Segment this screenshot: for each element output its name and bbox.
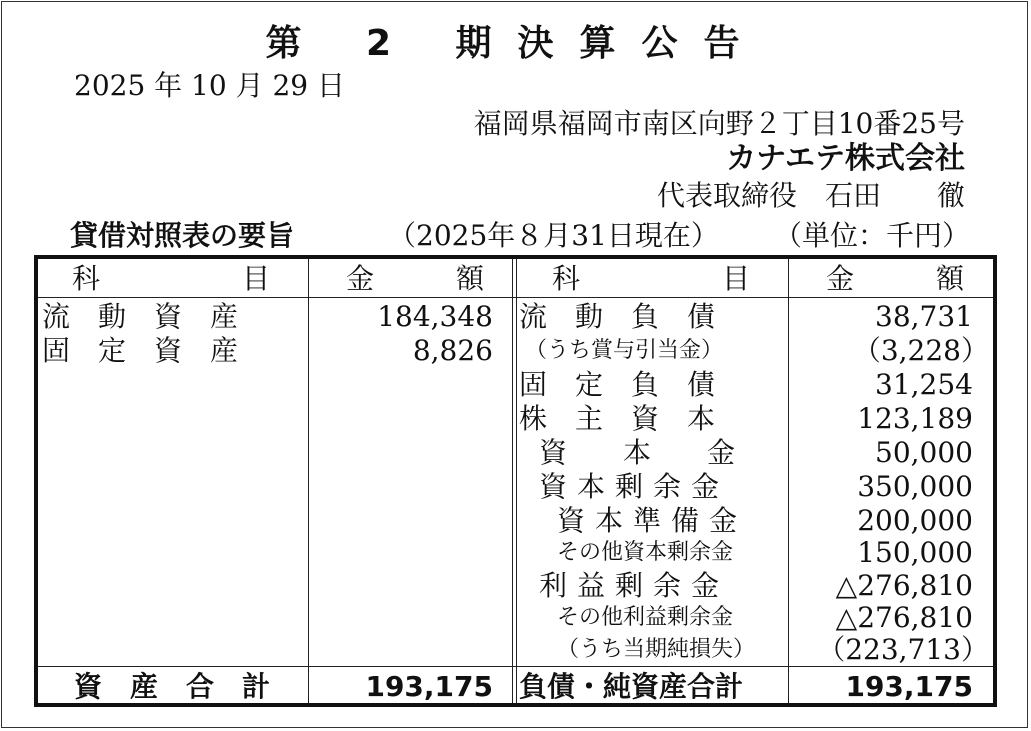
- center-double-divider: [512, 259, 517, 703]
- right-row-value: 50,000: [875, 436, 973, 469]
- right-row-value: （3,228）: [852, 334, 989, 367]
- left-item-header-2: 目: [242, 262, 271, 295]
- column-divider: [308, 259, 309, 703]
- balance-sheet-table: [34, 255, 997, 707]
- right-row-value: 150,000: [857, 536, 973, 569]
- right-total-value: 193,175: [845, 670, 973, 703]
- left-row-value: 184,348: [377, 300, 493, 333]
- left-amount-header-2: 額: [456, 262, 485, 295]
- left-item-header-1: 科: [72, 262, 101, 295]
- left-row-label: 固 定 資 産: [42, 334, 239, 367]
- right-row-value: 31,254: [875, 368, 973, 401]
- right-row-value: 38,731: [875, 300, 973, 333]
- unit-label: （単位：千円）: [774, 219, 971, 252]
- left-row-value: 8,826: [412, 334, 493, 367]
- as-of-date: （2025年８月31日現在）: [388, 219, 719, 252]
- right-total-label: 負債・純資産合計: [519, 670, 744, 703]
- company-address: 福岡県福岡市南区向野２丁目10番25号: [473, 107, 965, 140]
- left-total-label: 資 産 合 計: [74, 670, 271, 703]
- right-row-label: （うち当期純損失）: [557, 637, 756, 662]
- right-row-label: 固 定 負 債: [519, 368, 716, 401]
- header-divider: [38, 297, 993, 298]
- balance-sheet-title: 貸借対照表の要旨: [70, 219, 295, 252]
- column-divider: [788, 259, 789, 703]
- page-title: 第 2 期決算公告: [265, 23, 766, 64]
- right-item-header-1: 科: [552, 262, 581, 295]
- left-total-value: 193,175: [365, 670, 493, 703]
- right-row-label: 資本準備金: [557, 504, 748, 537]
- company-name: カナエテ株式会社: [726, 141, 965, 176]
- right-row-value: 123,189: [857, 402, 973, 435]
- representative: 代表取締役 石田 徹: [656, 179, 965, 212]
- right-amount-header-1: 金: [826, 262, 855, 295]
- right-row-label: その他資本剰余金: [557, 540, 734, 565]
- right-row-value: 350,000: [857, 470, 973, 503]
- right-amount-header-2: 額: [936, 262, 965, 295]
- total-divider: [38, 666, 993, 667]
- right-row-value: △276,810: [835, 569, 973, 602]
- right-item-header-2: 目: [722, 262, 751, 295]
- right-row-label: （うち賞与引当金）: [525, 338, 724, 363]
- right-row-label: 株 主 資 本: [519, 402, 716, 435]
- right-row-label: 利益剰余金: [539, 569, 730, 602]
- right-row-label: 資 本 金: [539, 436, 736, 469]
- right-row-label: 流 動 負 債: [519, 300, 716, 333]
- right-row-value: △276,810: [835, 601, 973, 634]
- announcement-date: 2025 年 10 月 29 日: [74, 69, 346, 102]
- left-row-label: 流 動 資 産: [42, 300, 239, 333]
- right-row-value: （223,713）: [817, 633, 989, 666]
- right-row-value: 200,000: [857, 504, 973, 537]
- left-amount-header-1: 金: [346, 262, 375, 295]
- right-row-label: 資本剰余金: [539, 470, 730, 503]
- right-row-label: その他利益剰余金: [557, 605, 734, 630]
